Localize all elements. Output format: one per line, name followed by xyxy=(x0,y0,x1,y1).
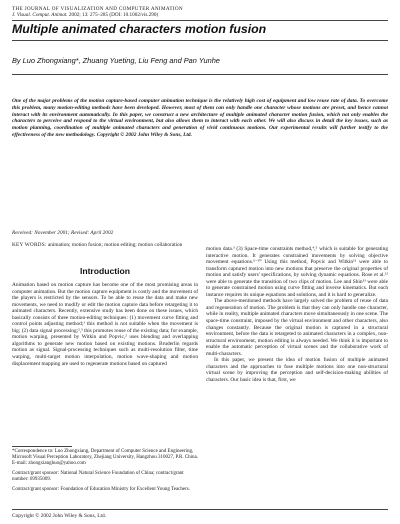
body-paragraph: The above-mentioned methods have largely solved the problem of reuse of data and regeneration of motion. The problem is that they can only handle one character, while in reality, multiple animated characters move simultaneously in one scene. The space-time constraint, imposed by the virtual environment and other characters, also changes constantly. Because the original motion is captured in a structural environment, before the data is retargeted to animated characters in a complex, non-structural environment, motion editing is always needed. We think it is important to enable the automatic perception of virtual scenes and the collaborative work of multi-characters. xyxy=(206,298,388,357)
journal-name: THE JOURNAL OF VISUALIZATION AND COMPUTER ANIMATION xyxy=(12,6,183,12)
footer-copyright: Copyright © 2002 John Wiley & Sons, Ltd. xyxy=(12,513,107,519)
section-heading-introduction: Introduction xyxy=(79,266,131,276)
abstract: One of the major problems of the motion capture-based computer animation technique is the relatively high cost of equipment and low reuse rate of data. To overcome this problem, many motion-editing methods have been developed. However, most of them can only handle one character whose motions are preset, and hence cannot interact with its environment automatically. In this paper, we construct a new architecture of multiple animated character motion fusion, which not only enables the characters to perceive and respond to the virtual environment, but also allows them to interact with each other. We will also discuss in detail the key issues, such as motion planning, coordination of multiple animated characters and generation of vivid continuous motions. Our experimental results will further testify to the effectiveness of the new methodology. Copyright © 2002 John Wiley & Sons, Ltd. xyxy=(12,98,388,138)
footnote-rule xyxy=(12,446,72,447)
received-dates: Received: November 2001; Revised: April 2002 xyxy=(12,230,114,236)
title-rule xyxy=(12,40,388,41)
journal-citation xyxy=(12,12,158,18)
keywords-label: KEY WORDS: xyxy=(12,242,47,248)
authors-rule xyxy=(12,74,388,75)
journal-volume-info: 2002; 13: 275–285 (DOI: 10.1002/vis.290) xyxy=(68,12,159,18)
grant-footnote: Contract/grant sponsor: Foundation of Education Ministry for Excellent Young Teachers. xyxy=(12,487,191,492)
footnotes xyxy=(12,449,198,493)
body-paragraph: In this paper, we present the idea of motion fusion of multiple animated characters and the approaches to fuse multiple motions into one non-structural virtual scene by improving the perception and self-decision-making abilities of characters. Our basic idea is that, first, we xyxy=(206,357,388,383)
paper-authors: By Luo Zhongxiang*, Zhuang Yueting, Liu Feng and Pan Yunhe xyxy=(12,56,220,65)
header-rule xyxy=(12,20,388,21)
body-paragraph: Animation based on motion capture has become one of the most promising areas in computer animation. But the motion capture equipment is costly and the movement of the players is restricted by the sensors. To be able to reuse the data and make new movements, we need to modify or edit the motion capture data before retargeting it to animated characters. Recently, extensive study has been done on these issues, which basically consists of three motion-editing techniques: (1) movement curve fitting and control points adjusting method;¹ this method is not suitable when the movement is big; (2) data signal processing;²,³ this promotes reuse of the existing data; for example, motion warping, presented by Witkin and Popvic,² uses blending and overlapping algorithms to generate new motion based on existing motions. Bruderlin regards motion as signal. Signal-processing techniques such as multi-resolution filter, time warping, multi-target motion interpolation, motion wave-shaping and motion displacement mapping are used to regenerate motions based on captured xyxy=(12,282,198,367)
grant-footnote: Contract/grant sponsor: National Natural Science Foundation of China; contract/grant number: 69935009. xyxy=(12,471,184,482)
body-paragraph: motion data.³ (3) Space-time constraints method,⁴,⁵ which is suitable for generating interactive motion. It generates constrained movements by solving objective movement equations.⁶⁻¹⁰ Using this method, Popvic and Witkin¹¹ were able to transform captured motion into new motions that preserve the original properties of motion and satisfy users' specifications, by solving dynamic equations. Rose et al.¹² were able to generate the transition of two clips of motion. Lee and Shin¹³ were able to generate constrained motion using curve fitting and inverse kinematics. But each instance requires its unique equations and solutions, and it is hard to generalize. xyxy=(206,246,388,298)
keywords-line xyxy=(12,242,182,248)
paper-title: Multiple animated characters motion fusion xyxy=(12,22,267,36)
keywords: animation; motion fusion; motion editing; motion collaboration xyxy=(47,242,183,248)
body-column-right xyxy=(206,246,388,383)
footer-rule xyxy=(12,509,388,510)
correspondence-footnote: *Correspondence to: Luo Zhongxiang, Department of Computer Science and Engineering, Microsoft Visual Perception Laboratory, Zhejiang University, Hangzhou 310027, P.R. China. E-mail: zhongxianghuo@yahoo.com xyxy=(12,449,199,466)
journal-abbrev: J. Visual. Comput. Animat. xyxy=(12,12,68,18)
body-column-left xyxy=(12,282,198,367)
